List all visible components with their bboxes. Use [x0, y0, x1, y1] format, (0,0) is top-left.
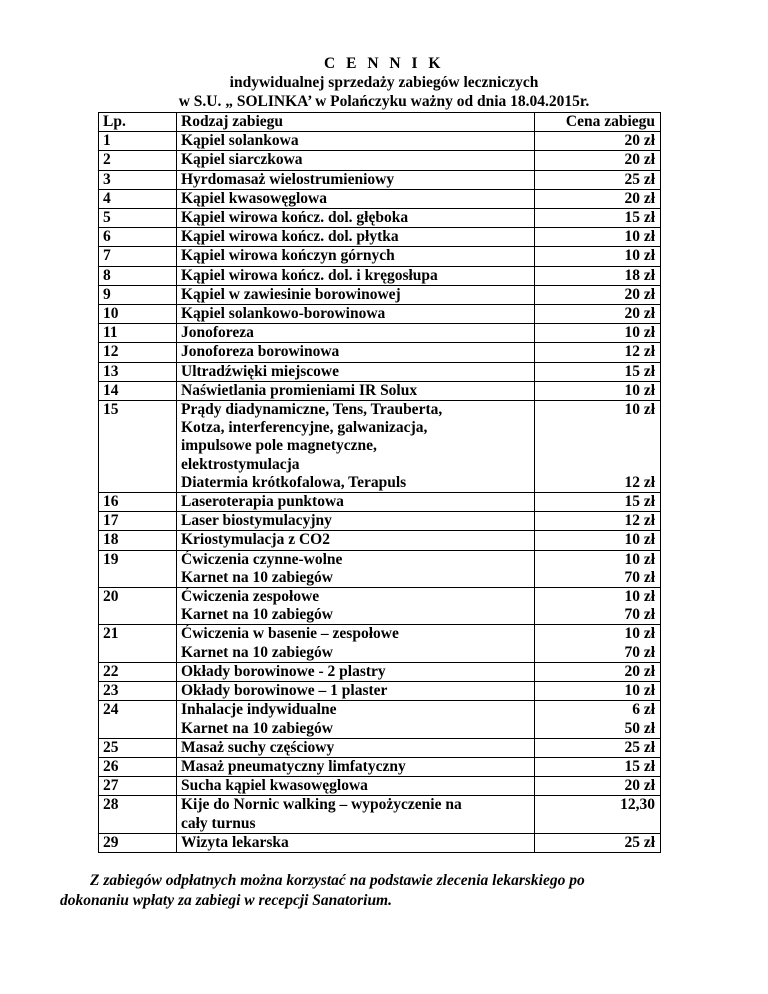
row-number: 20	[99, 588, 177, 625]
row-number: 11	[99, 324, 177, 343]
row-number: 18	[99, 531, 177, 550]
treatment-name	[177, 531, 535, 550]
treatment-name-line: Jonoforeza	[181, 324, 254, 342]
table-row	[99, 343, 661, 362]
treatment-price	[535, 757, 661, 776]
treatment-price	[535, 228, 661, 247]
table-row	[99, 757, 661, 776]
treatment-name-line: Masaż suchy częściowy	[181, 738, 335, 756]
treatment-name-line: Okłady borowinowe - 2 plastry	[181, 662, 386, 680]
treatment-price	[535, 266, 661, 285]
treatment-price	[535, 381, 661, 400]
treatment-price	[535, 305, 661, 324]
treatment-name-line: Laser biostymulacyjny	[181, 512, 332, 530]
validity-line: w S.U. „ SOLINKA’ w Polańczyku ważny od dnia 18.04.2015r.	[178, 93, 590, 110]
table-row	[99, 738, 661, 757]
table-row	[99, 324, 661, 343]
table-row	[99, 266, 661, 285]
row-number: 19	[99, 550, 177, 587]
treatment-price	[535, 512, 661, 531]
price-value: 50 zł	[624, 719, 655, 737]
treatment-price	[535, 625, 661, 662]
row-number: 7	[99, 247, 177, 266]
treatment-price	[535, 362, 661, 381]
price-value: 10 zł	[624, 588, 655, 606]
price-value: 18 zł	[624, 266, 655, 284]
treatment-price	[535, 777, 661, 796]
table-header-row	[99, 113, 661, 132]
row-number: 8	[99, 266, 177, 285]
table-row	[99, 247, 661, 266]
treatment-name-line: Hyrdomasaż wielostrumieniowy	[181, 170, 395, 188]
treatment-name-line: Kąpiel solankowo-borowinowa	[181, 305, 386, 323]
treatment-name-line: Kąpiel w zawiesinie borowinowej	[181, 285, 401, 303]
treatment-name-line: Diatermia krótkofalowa, Terapuls	[181, 473, 407, 491]
page-subtitle: indywidualnej sprzedaży zabiegów leczniczych	[229, 74, 539, 91]
treatment-name	[177, 757, 535, 776]
treatment-price	[535, 550, 661, 587]
table-row	[99, 550, 661, 587]
treatment-price	[535, 682, 661, 701]
treatment-name-line: Ultradźwięki miejscowe	[181, 362, 339, 380]
price-value: 20 zł	[624, 305, 655, 323]
treatment-name-line: Okłady borowinowe – 1 plaster	[181, 682, 388, 700]
treatment-name	[177, 550, 535, 587]
treatment-price	[535, 701, 661, 738]
price-value: 6 zł	[632, 701, 655, 719]
treatment-name-line: Naświetlania promieniami IR Solux	[181, 381, 418, 399]
treatment-name	[177, 132, 535, 151]
treatment-name	[177, 362, 535, 381]
treatment-name	[177, 343, 535, 362]
treatment-name-line: Laseroterapia punktowa	[181, 493, 344, 511]
price-value: 10 zł	[624, 550, 655, 568]
row-number: 22	[99, 662, 177, 681]
treatment-name	[177, 662, 535, 681]
treatment-price	[535, 324, 661, 343]
treatment-name	[177, 493, 535, 512]
treatment-name-line: Masaż pneumatyczny limfatyczny	[181, 757, 406, 775]
table-row	[99, 833, 661, 852]
treatment-price	[535, 189, 661, 208]
treatment-price	[535, 151, 661, 170]
price-value: 12,30	[620, 796, 655, 814]
footnote-line-2: dokonaniu wpłaty za zabiegi w recepcji Sanatorium.	[60, 892, 392, 909]
treatment-name-line: Karnet na 10 zabiegów	[181, 606, 333, 624]
table-row	[99, 493, 661, 512]
row-number: 12	[99, 343, 177, 362]
treatment-price	[535, 209, 661, 228]
treatment-price	[535, 662, 661, 681]
table-row	[99, 170, 661, 189]
price-value: 15 zł	[624, 757, 655, 775]
table-row	[99, 625, 661, 662]
row-number: 10	[99, 305, 177, 324]
price-value: 20 zł	[624, 132, 655, 150]
treatment-name-line: Jonoforeza borowinowa	[181, 343, 340, 361]
price-value: 20 zł	[624, 777, 655, 795]
treatment-name-line: Kotza, interferencyjne, galwanizacja,	[181, 419, 428, 437]
row-number: 2	[99, 151, 177, 170]
table-row	[99, 662, 661, 681]
treatment-name-line: Kije do Nornic walking – wypożyczenie na	[181, 796, 462, 814]
row-number: 6	[99, 228, 177, 247]
treatment-price	[535, 531, 661, 550]
treatment-name	[177, 401, 535, 493]
treatment-name	[177, 285, 535, 304]
treatment-name	[177, 701, 535, 738]
treatment-price	[535, 401, 661, 493]
footnote	[60, 871, 710, 911]
table-row	[99, 362, 661, 381]
price-value: 15 zł	[624, 209, 655, 227]
table-row	[99, 381, 661, 400]
price-value: 25 zł	[624, 833, 655, 851]
price-table	[98, 112, 661, 853]
table-row	[99, 228, 661, 247]
treatment-name-line: cały turnus	[181, 814, 256, 832]
row-number: 13	[99, 362, 177, 381]
treatment-name	[177, 512, 535, 531]
row-number: 9	[99, 285, 177, 304]
row-number: 14	[99, 381, 177, 400]
price-value: 10 zł	[624, 682, 655, 700]
treatment-name-line: Inhalacje indywidualne	[181, 701, 337, 719]
price-value: 70 zł	[624, 568, 655, 586]
row-number: 25	[99, 738, 177, 757]
treatment-price	[535, 132, 661, 151]
treatment-name-line: Kąpiel solankowa	[181, 132, 299, 150]
treatment-name	[177, 209, 535, 228]
treatment-name-line: impulsowe pole magnetyczne,	[181, 437, 377, 455]
treatment-name-line: Karnet na 10 zabiegów	[181, 719, 333, 737]
row-number: 4	[99, 189, 177, 208]
treatment-name	[177, 777, 535, 796]
row-number: 29	[99, 833, 177, 852]
price-value: 10 zł	[624, 324, 655, 342]
treatment-name	[177, 381, 535, 400]
treatment-name-line: Kriostymulacja z CO2	[181, 531, 330, 549]
treatment-name-line: Ćwiczenia zespołowe	[181, 588, 320, 606]
table-row	[99, 777, 661, 796]
price-value	[539, 437, 655, 455]
treatment-price	[535, 493, 661, 512]
treatment-price	[535, 343, 661, 362]
table-row	[99, 701, 661, 738]
treatment-name-line: Kąpiel wirowa kończ. dol. i kręgosłupa	[181, 266, 438, 284]
row-number: 27	[99, 777, 177, 796]
footnote-line-1: Z zabiegów odpłatnych można korzystać na podstawie zlecenia lekarskiego po	[90, 872, 585, 889]
treatment-name-line: Wizyta lekarska	[181, 833, 289, 851]
row-number: 15	[99, 401, 177, 493]
column-header-lp: Lp.	[99, 113, 177, 132]
table-row	[99, 285, 661, 304]
table-row	[99, 531, 661, 550]
table-row	[99, 151, 661, 170]
treatment-name	[177, 796, 535, 833]
table-body	[99, 132, 661, 853]
treatment-price	[535, 738, 661, 757]
treatment-name-line: Karnet na 10 zabiegów	[181, 568, 333, 586]
price-value	[539, 456, 655, 474]
price-value: 20 zł	[624, 662, 655, 680]
treatment-name	[177, 170, 535, 189]
price-value: 12 zł	[624, 473, 655, 491]
treatment-name-line: Kąpiel wirowa kończ. dol. płytka	[181, 228, 399, 246]
price-value: 70 zł	[624, 643, 655, 661]
table-row	[99, 796, 661, 833]
price-value: 20 zł	[624, 285, 655, 303]
treatment-price	[535, 285, 661, 304]
price-value: 20 zł	[624, 189, 655, 207]
treatment-name-line: Kąpiel wirowa kończyn górnych	[181, 247, 395, 265]
price-value: 12 zł	[624, 343, 655, 361]
treatment-name-line: Prądy diadynamiczne, Tens, Trauberta,	[181, 401, 443, 419]
price-value: 20 zł	[624, 151, 655, 169]
treatment-name	[177, 228, 535, 247]
treatment-name	[177, 682, 535, 701]
treatment-price	[535, 588, 661, 625]
table-row	[99, 305, 661, 324]
row-number: 5	[99, 209, 177, 228]
treatment-name	[177, 324, 535, 343]
treatment-name	[177, 305, 535, 324]
treatment-name-line: Kąpiel kwasowęglowa	[181, 189, 327, 207]
treatment-name	[177, 189, 535, 208]
treatment-price	[535, 833, 661, 852]
price-value: 10 zł	[624, 228, 655, 246]
table-row	[99, 401, 661, 493]
row-number: 28	[99, 796, 177, 833]
table-row	[99, 132, 661, 151]
price-value	[539, 815, 655, 833]
row-number: 1	[99, 132, 177, 151]
price-value: 10 zł	[624, 401, 655, 419]
price-value: 10 zł	[624, 247, 655, 265]
treatment-name	[177, 625, 535, 662]
table-row	[99, 682, 661, 701]
price-value: 15 zł	[624, 493, 655, 511]
row-number: 24	[99, 701, 177, 738]
table-row	[99, 588, 661, 625]
treatment-name	[177, 833, 535, 852]
treatment-name-line: Ćwiczenia czynne-wolne	[181, 550, 343, 568]
treatment-name-line: Ćwiczenia w basenie – zespołowe	[181, 625, 399, 643]
treatment-name	[177, 151, 535, 170]
treatment-name	[177, 266, 535, 285]
price-value: 10 zł	[624, 625, 655, 643]
column-header-name: Rodzaj zabiegu	[177, 113, 535, 132]
price-value	[539, 419, 655, 437]
price-value: 25 zł	[624, 738, 655, 756]
price-value: 15 zł	[624, 362, 655, 380]
treatment-name	[177, 247, 535, 266]
page-title: C E N N I K	[324, 55, 444, 72]
treatment-name-line: Kąpiel siarczkowa	[181, 151, 303, 169]
row-number: 23	[99, 682, 177, 701]
row-number: 3	[99, 170, 177, 189]
treatment-name	[177, 738, 535, 757]
treatment-price	[535, 247, 661, 266]
treatment-price	[535, 170, 661, 189]
treatment-name-line: elektrostymulacja	[181, 455, 300, 473]
price-value: 10 zł	[624, 381, 655, 399]
treatment-name	[177, 588, 535, 625]
treatment-name-line: Sucha kąpiel kwasowęglowa	[181, 777, 368, 795]
treatment-name-line: Karnet na 10 zabiegów	[181, 643, 333, 661]
column-header-price: Cena zabiegu	[535, 113, 661, 132]
price-value: 12 zł	[624, 512, 655, 530]
row-number: 17	[99, 512, 177, 531]
table-row	[99, 189, 661, 208]
row-number: 26	[99, 757, 177, 776]
table-row	[99, 209, 661, 228]
price-value: 70 zł	[624, 606, 655, 624]
treatment-name-line: Kąpiel wirowa kończ. dol. głęboka	[181, 209, 409, 227]
row-number: 21	[99, 625, 177, 662]
price-value: 25 zł	[624, 170, 655, 188]
table-row	[99, 512, 661, 531]
row-number: 16	[99, 493, 177, 512]
treatment-price	[535, 796, 661, 833]
price-value: 10 zł	[624, 531, 655, 549]
